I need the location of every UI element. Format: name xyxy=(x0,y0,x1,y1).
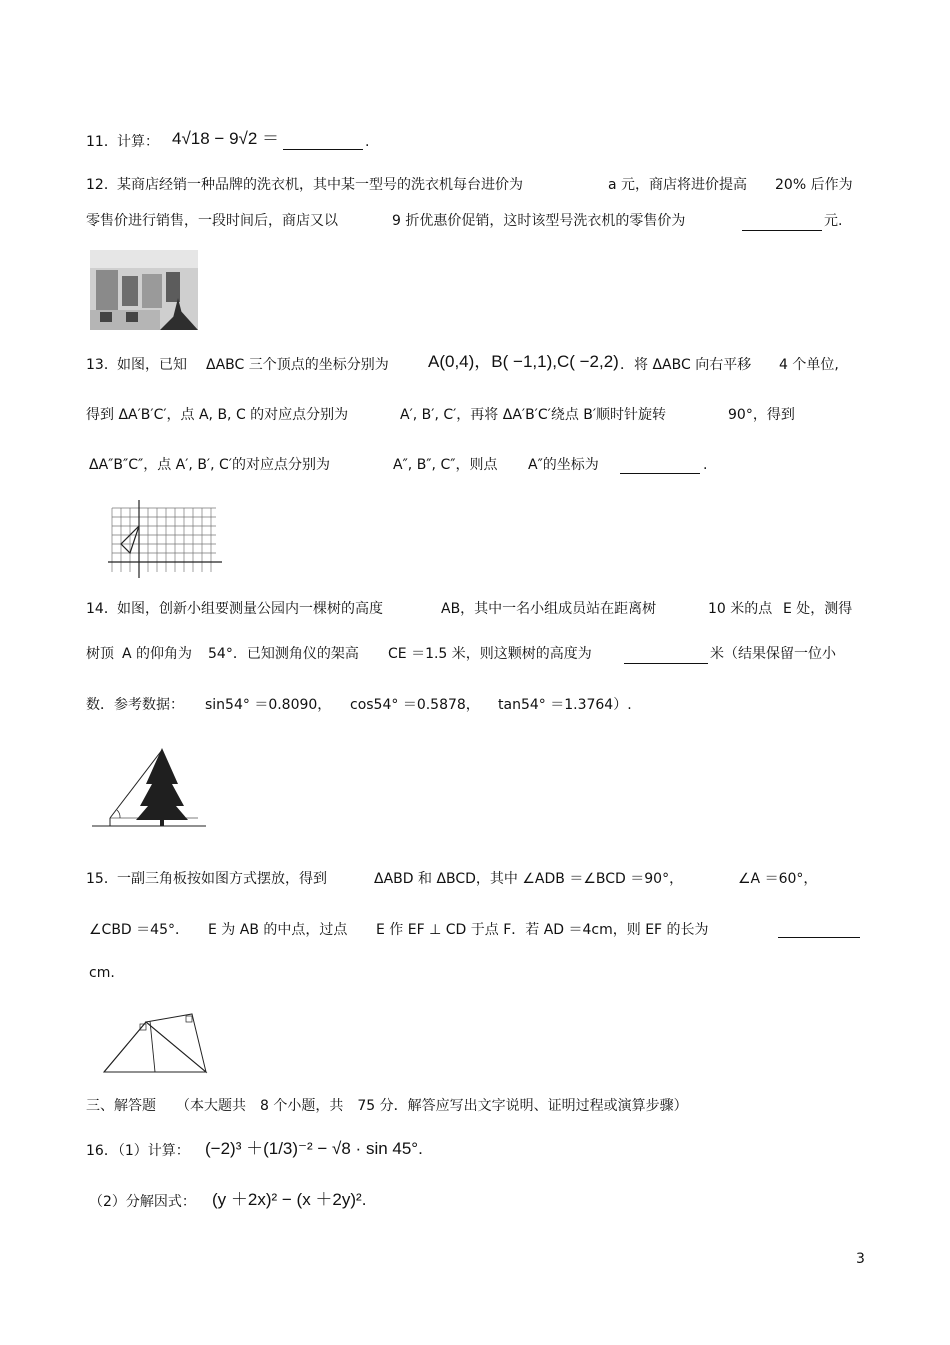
section3-description: （本大题共 8 个小题，共 75 分．解答应写出文字说明、证明过程或演算步骤） xyxy=(176,1098,688,1114)
q13-line1-e: 4 个单位, xyxy=(779,357,839,373)
q16-expression-1: (−2)³ ＋(1/3)⁻² − √8 · sin 45°. xyxy=(205,1139,423,1158)
q15-triangles-figure xyxy=(96,1006,226,1088)
q14-line1-b: AB，其中一名小组成员站在距离树 xyxy=(441,601,657,617)
q14-line2-d: CE ＝1.5 米，则这颗树的高度为 xyxy=(388,646,592,662)
section3-title: 三、解答题 xyxy=(86,1098,156,1114)
q14-line3-c: cos54° ＝0.5878， xyxy=(350,697,480,713)
q16-number: 16．（1）计算： xyxy=(86,1143,190,1159)
q11-period: . xyxy=(365,134,370,150)
q13-number: 13． xyxy=(86,357,118,373)
q13-line3-c: A″的坐标为 xyxy=(528,457,599,473)
q16-expression-2: (y ＋2x)² − (x ＋2y)². xyxy=(212,1190,367,1209)
q14-line3-d: tan54° ＝1.3764）. xyxy=(498,697,632,713)
q14-line3-b: sin54° ＝0.8090， xyxy=(205,697,332,713)
q13-answer-blank xyxy=(620,472,700,474)
q14-line2-e: 米（结果保留一位小 xyxy=(710,646,836,662)
q15-line1-c: ∠A ＝60°， xyxy=(738,871,818,887)
q12-photo xyxy=(90,250,198,330)
q14-line3-a: 数．参考数据： xyxy=(86,697,184,713)
q13-line2-a: 得到 ΔA′B′C′，点 A, B, C 的对应点分别为 xyxy=(86,407,349,423)
q13-line1-a: 如图，已知 xyxy=(117,357,187,373)
q14-number: 14． xyxy=(86,601,118,617)
q11-number: 11． xyxy=(86,134,118,150)
q14-line2-c: 54°．已知测角仪的架高 xyxy=(208,646,359,662)
q15-number: 15． xyxy=(86,871,118,887)
q14-line1-a: 如图，创新小组要测量公园内一棵树的高度 xyxy=(117,601,383,617)
q15-line1-b: ΔABD 和 ΔBCD，其中 ∠ADB ＝∠BCD ＝90°， xyxy=(374,871,684,887)
q13-line1-c: A(0,4)，B( −1,1),C( −2,2) xyxy=(428,352,619,371)
q12-number: 12． xyxy=(86,177,118,193)
q16-part2-label: （2）分解因式： xyxy=(89,1194,196,1210)
q15-line2-c: E 作 EF ⊥ CD 于点 F．若 AD ＝4cm，则 EF 的长为 xyxy=(376,922,709,938)
q13-line3-b: A″, B″, C″，则点 xyxy=(393,457,498,473)
q12-line2-b: 9 折优惠价促销，这时该型号洗衣机的零售价为 xyxy=(392,213,686,229)
q14-line1-c: 10 米的点 xyxy=(708,601,773,617)
q14-tree-figure xyxy=(88,740,210,836)
q13-line3-d: . xyxy=(703,457,708,473)
q11-answer-blank xyxy=(283,148,363,150)
q12-answer-blank xyxy=(742,229,822,231)
q14-line1-d: E 处，测得 xyxy=(783,601,853,617)
q13-line1-b: ΔABC 三个顶点的坐标分别为 xyxy=(206,357,389,373)
page-number: 3 xyxy=(856,1251,865,1267)
q14-answer-blank xyxy=(624,662,708,664)
q14-line2-b: A 的仰角为 xyxy=(122,646,193,662)
q13-grid-figure xyxy=(104,496,226,582)
q13-line2-b: A′, B′, C′，再将 ΔA′B′C′绕点 B′顺时针旋转 xyxy=(400,407,667,423)
q11-lead: 计算： xyxy=(117,134,159,150)
q13-line3-a: ΔA″B″C″，点 A′, B′, C′的对应点分别为 xyxy=(89,457,330,473)
q13-line1-d: ．将 ΔABC 向右平移 xyxy=(620,357,752,373)
q15-line2-a: ∠CBD ＝45°． xyxy=(89,922,189,938)
q13-line2-c: 90°，得到 xyxy=(728,407,795,423)
q12-line1-a: 某商店经销一种品牌的洗衣机，其中某一型号的洗衣机每台进价为 xyxy=(117,177,523,193)
q15-line2-b: E 为 AB 的中点，过点 xyxy=(208,922,348,938)
q15-answer-blank xyxy=(778,936,860,938)
q15-line1-a: 一副三角板按如图方式摆放，得到 xyxy=(117,871,327,887)
q11-expression: 4√18 − 9√2 ＝ xyxy=(172,129,280,148)
q12-line1-c: 20% 后作为 xyxy=(775,177,853,193)
q14-line2-a: 树顶 xyxy=(86,646,114,662)
q12-line2-a: 零售价进行销售，一段时间后，商店又以 xyxy=(86,213,338,229)
q15-line3: cm. xyxy=(89,965,115,981)
q12-line1-b: a 元，商店将进价提高 xyxy=(608,177,748,193)
q12-line2-c: 元. xyxy=(824,213,843,229)
